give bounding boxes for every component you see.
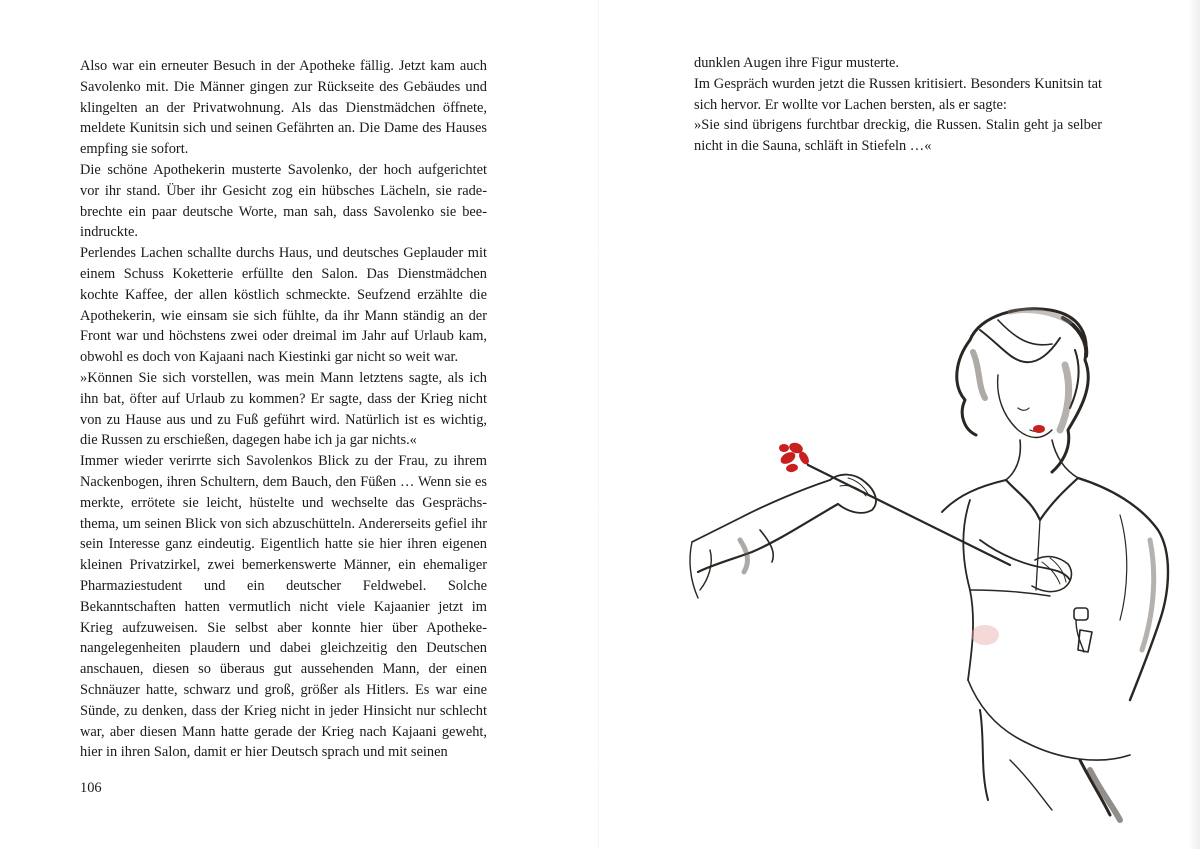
paragraph: Im Gespräch wurden jetzt die Russen kritisiert. Besonders Kunitsin tat sich hervor. Er wollte vor Lachen bersten, als er sagte: (694, 75, 1102, 113)
paragraph: Perlendes Lachen schallte durchs Haus, und deutsches Geplauder mit einem Schuss Koketterie erfüllte den Salon. Das Dienstmädchen kochte Kaffee, der allen köstlich schmeckte. Seufzend erzählte die Apothekerin, wie einsam sie sich fühlte, da ihr Mann ständig an der Front war und höchstens zwei oder dreimal im Jahr auf Urlaub kam, obwohl es doch von Kajaani nach Kiestinki gar nicht so weit war. (80, 245, 487, 366)
paragraph: Die schöne Apothekerin musterte Savolenko, der hoch aufgerichtet vor ihr stand. Über ihr Gesicht zog ein hübsches Lächeln, sie radebrechte ein paar deutsche Worte, man sah, dass Savolenko sie beeindruckte. (80, 161, 487, 241)
right-page-text (694, 53, 1102, 157)
page-number: 106 (80, 780, 102, 796)
paragraph: Immer wieder verirrte sich Savolenkos Blick zu der Frau, zu ihrem Nackenbogen, ihren Schultern, dem Bauch, den Füßen … Wenn sie es merkte, errötete sie leicht, hüstelte und wechselte das Gesprächsthema, um seinen Blick von sich abzuschütteln. Andererseits gefiel ihr sein Interesse ganz eindeutig. Eigentlich hatte sie hier ihren eigenen kleinen Privatzirkel, zwei bemerkenswerte Männer, ein ehemaliger Pharmaziestudent und ein deutscher Feldwebel. Solche Bekanntschaften hatten vermutlich nicht viele Kajaanier jetzt im Krieg aufzuweisen. Sie selbst aber konnte hier über Apothekenangelegenheiten plaudern und dabei gleichzeitig den Deutschen anschauen, diesen so überaus gut aussehenden Mann, der einen Schnäuzer hatte, schwarz und groß, größer als Hitlers. Es war eine Sünde, zu denken, dass der Krieg nicht in jeder Hinsicht nur schlecht war, aber diesen Mann hatte gerade der Krieg nach Kajaani geweht, hier in ihren Salon, damit er hier Deutsch sprach und mit seinen (80, 453, 487, 761)
paragraph: »Sie sind übrigens furchtbar dreckig, die Russen. Stalin geht ja selber nicht in die Sauna, schläft in Stiefeln …« (694, 117, 1102, 155)
paragraph: dunklen Augen ihre Figur musterte. (694, 55, 900, 71)
paragraph: »Können Sie sich vorstellen, was mein Mann letztens sagte, als ich ihn bat, öfter auf Urlaub zu kommen? Er sagte, dass der Krieg nicht von zu Hause aus und zu Fuß geführt wird. Natürlich ist es wichtig, die Russen zu erschießen, dagegen habe ich ja gar nichts.« (80, 369, 487, 449)
ink-sketch-woman-with-flower-icon (680, 290, 1190, 830)
left-page-text (80, 56, 487, 763)
page-edge (1188, 0, 1200, 849)
paragraph: Also war ein erneuter Besuch in der Apotheke fällig. Jetzt kam auch Savolenko mit. Die Männer gingen zur Rückseite des Gebäudes und klingelten an der Privatwohnung. Als das Dienstmädchen öffnete, meldete Kunitsin sich und seinen Gefährten an. Die Dame des Hauses empfing sie sofort. (80, 58, 487, 158)
